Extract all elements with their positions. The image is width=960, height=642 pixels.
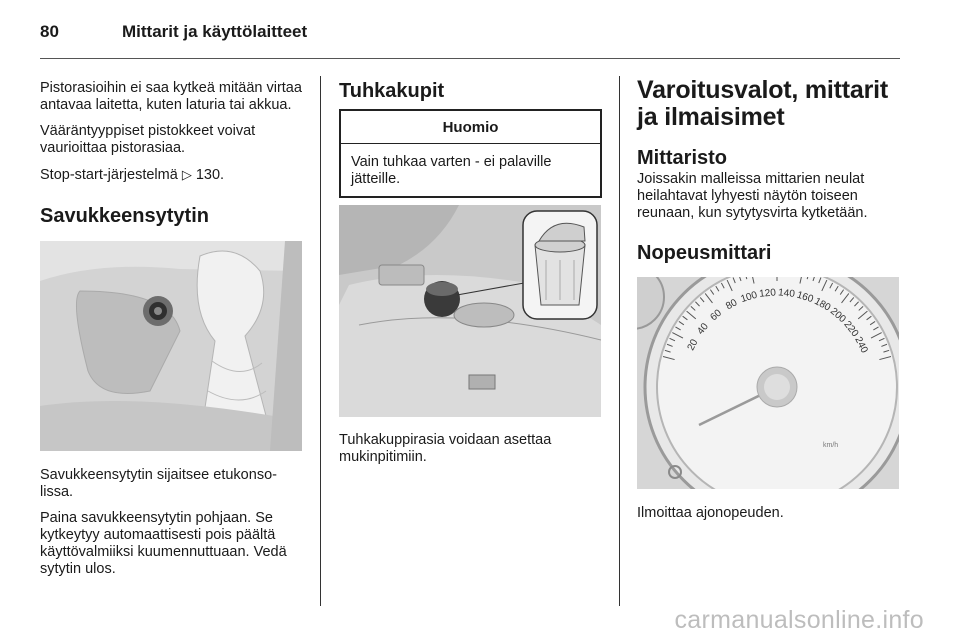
watermark: carmanualsonline.info <box>674 606 924 634</box>
paragraph: Pistorasioihin ei saa kytkeä mitään virtaa antavaa laitetta, kuten laturia tai akkua. <box>40 80 302 113</box>
gauge-unit-label: km/h <box>823 442 839 449</box>
ashtray-image <box>339 205 601 417</box>
column-3 <box>637 76 905 531</box>
paragraph: Joissakin malleissa mittarien neulat heilahtavat lyhyesti näytön toiseen reunaan, kun sytytysvirta kytketään. <box>637 171 868 221</box>
image-caption: Savukkeensytytin sijaitsee etukonso-lissa. <box>40 467 277 500</box>
column-divider-1 <box>320 76 321 606</box>
column-1 <box>40 80 305 587</box>
notice-body: Vain tuhkaa varten - ei palaville jätteille. <box>351 154 552 187</box>
gauge-label: 20 <box>685 337 701 353</box>
gauge-label: 40 <box>695 321 711 337</box>
page-number: 80 <box>40 22 59 41</box>
gauge-label: 100 <box>739 289 759 306</box>
gauge-label: 220 <box>841 319 861 340</box>
column-2 <box>339 80 602 475</box>
image-caption: Tuhkakuppirasia voidaan asettaa mukinpitimiin. <box>339 432 552 465</box>
gauge-label: 160 <box>795 289 815 306</box>
sub-heading: Nopeusmittari <box>637 242 772 264</box>
speedometer-image <box>637 277 899 489</box>
gauge-label: 80 <box>724 297 740 313</box>
column-divider-2 <box>619 76 620 606</box>
section-heading: Tuhkakupit <box>339 80 445 102</box>
page-reference[interactable]: 130. <box>195 167 225 183</box>
gauge-label: 140 <box>777 287 796 300</box>
gauge-label: 120 <box>758 287 777 300</box>
speedometer-gauge <box>637 277 899 489</box>
gauge-label: 200 <box>827 305 848 326</box>
section-heading: Savukkeensytytin <box>40 205 209 227</box>
sub-heading: Mittaristo <box>637 147 727 169</box>
notice-title: Huomio <box>341 111 600 144</box>
image-caption: Ilmoittaa ajonopeuden. <box>637 505 784 521</box>
paragraph: Stop-start-järjestelmä ▷ 130. <box>40 167 225 183</box>
chapter-title: Mittarit ja käyttölaitteet <box>122 22 308 41</box>
page-reference-arrow-icon[interactable]: ▷ <box>181 167 192 182</box>
gauge-label: 60 <box>708 307 724 324</box>
gauge-label: 240 <box>852 335 870 355</box>
paragraph: Paina savukkeensytytin pohjaan. Se kytkeytyy automaattisesti pois päältä käyttövalmiiksi kuumennuttuaan. Vedä sytytin ulos. <box>40 510 287 577</box>
main-heading: Varoitusvalot, mittarit ja ilmaisimet <box>637 76 889 131</box>
notice-box <box>339 109 602 198</box>
paragraph: Vääräntyyppiset pistokkeet voivat vaurioittaa pistorasiaa. <box>40 123 256 156</box>
header-divider <box>40 58 900 59</box>
gauge-label: 180 <box>812 295 833 314</box>
cigarette-lighter-image <box>40 241 302 451</box>
